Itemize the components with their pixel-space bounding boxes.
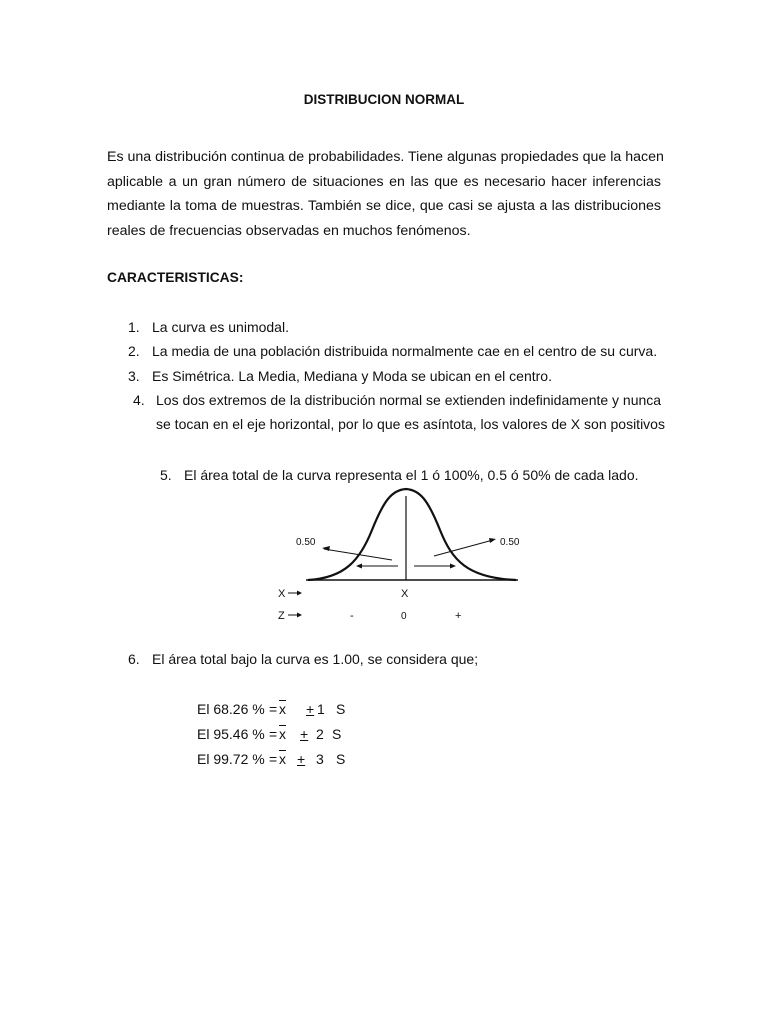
equation-equals: = — [269, 751, 278, 767]
intro-line: aplicable a un gran número de situaciones en las que es necesario hacer inferencias — [107, 173, 661, 190]
left-area-arrow — [324, 549, 392, 560]
intro-line: Es una distribución continua de probabilidades. Tiene algunas propiedades que la hacen — [107, 149, 664, 165]
z-minus-label: - — [350, 610, 354, 622]
equation-equals: = — [269, 726, 278, 742]
arrowhead — [322, 546, 330, 551]
list-text: La media de una población distribuida normalmente cae en el centro de su curva. — [152, 343, 658, 359]
std-symbol: S — [336, 751, 346, 767]
xbar-symbol: $\overline{x}$ — [279, 726, 286, 742]
sigma-multiple: 2 — [316, 726, 324, 742]
list-text: El área total de la curva representa el 1 ó 100%, 0.5 ó 50% de cada lado. — [184, 467, 639, 483]
z-zero-label: 0 — [401, 611, 407, 622]
std-symbol: S — [336, 701, 346, 717]
x-axis-label: X — [278, 588, 286, 600]
plus-minus-symbol: + — [300, 726, 309, 742]
list-text: Es Simétrica. La Media, Mediana y Moda se ubican en el centro. — [152, 368, 552, 384]
list-text: El área total bajo la curva es 1.00, se considera que; — [152, 651, 479, 667]
sigma-multiple: 1 — [317, 701, 325, 717]
x-mean-label: X — [401, 588, 409, 600]
arrowhead — [450, 564, 456, 569]
equation-prefix: El 95.46 % — [197, 726, 265, 742]
characteristics-heading: CARACTERISTICAS: — [107, 270, 244, 285]
plus-minus-symbol: + — [306, 701, 315, 717]
list-number: 2. — [128, 343, 140, 359]
list-number: 1. — [128, 319, 140, 335]
std-symbol: S — [332, 726, 342, 742]
list-text: La curva es unimodal. — [152, 319, 289, 335]
list-text: Los dos extremos de la distribución normal se extienden indefinidamente y nunca — [156, 392, 662, 408]
equation-prefix: El 99.72 % — [197, 751, 265, 767]
intro-line: mediante la toma de muestras. También se dice, que casi se ajusta a las distribuciones — [107, 198, 661, 214]
list-number: 5. — [160, 467, 172, 483]
right-area-label: 0.50 — [500, 537, 520, 548]
list-number: 3. — [128, 368, 140, 384]
z-plus-label: + — [455, 610, 462, 622]
arrowhead — [297, 591, 302, 596]
arrowhead — [356, 564, 362, 569]
sigma-multiple: 3 — [316, 751, 324, 767]
intro-line: reales de frecuencias observadas en muchos fenómenos. — [107, 222, 471, 239]
equation-prefix: El 68.26 % — [197, 701, 265, 717]
document-title: DISTRIBUCION NORMAL — [303, 92, 465, 107]
list-number: 4. — [133, 392, 145, 408]
left-area-label: 0.50 — [296, 537, 316, 548]
right-area-arrow — [434, 540, 493, 556]
equation-equals: = — [269, 701, 278, 717]
arrowhead — [489, 538, 496, 543]
plus-minus-symbol: + — [297, 751, 306, 767]
arrowhead — [297, 613, 302, 618]
z-axis-label: Z — [278, 610, 285, 622]
list-text: se tocan en el eje horizontal, por lo que es asíntota, los valores de X son positivos — [156, 416, 665, 432]
xbar-symbol: $\overline{x}$ — [279, 701, 286, 717]
list-number: 6. — [128, 651, 140, 667]
bell-curve — [308, 489, 516, 580]
xbar-symbol: $\overline{x}$ — [279, 751, 286, 767]
